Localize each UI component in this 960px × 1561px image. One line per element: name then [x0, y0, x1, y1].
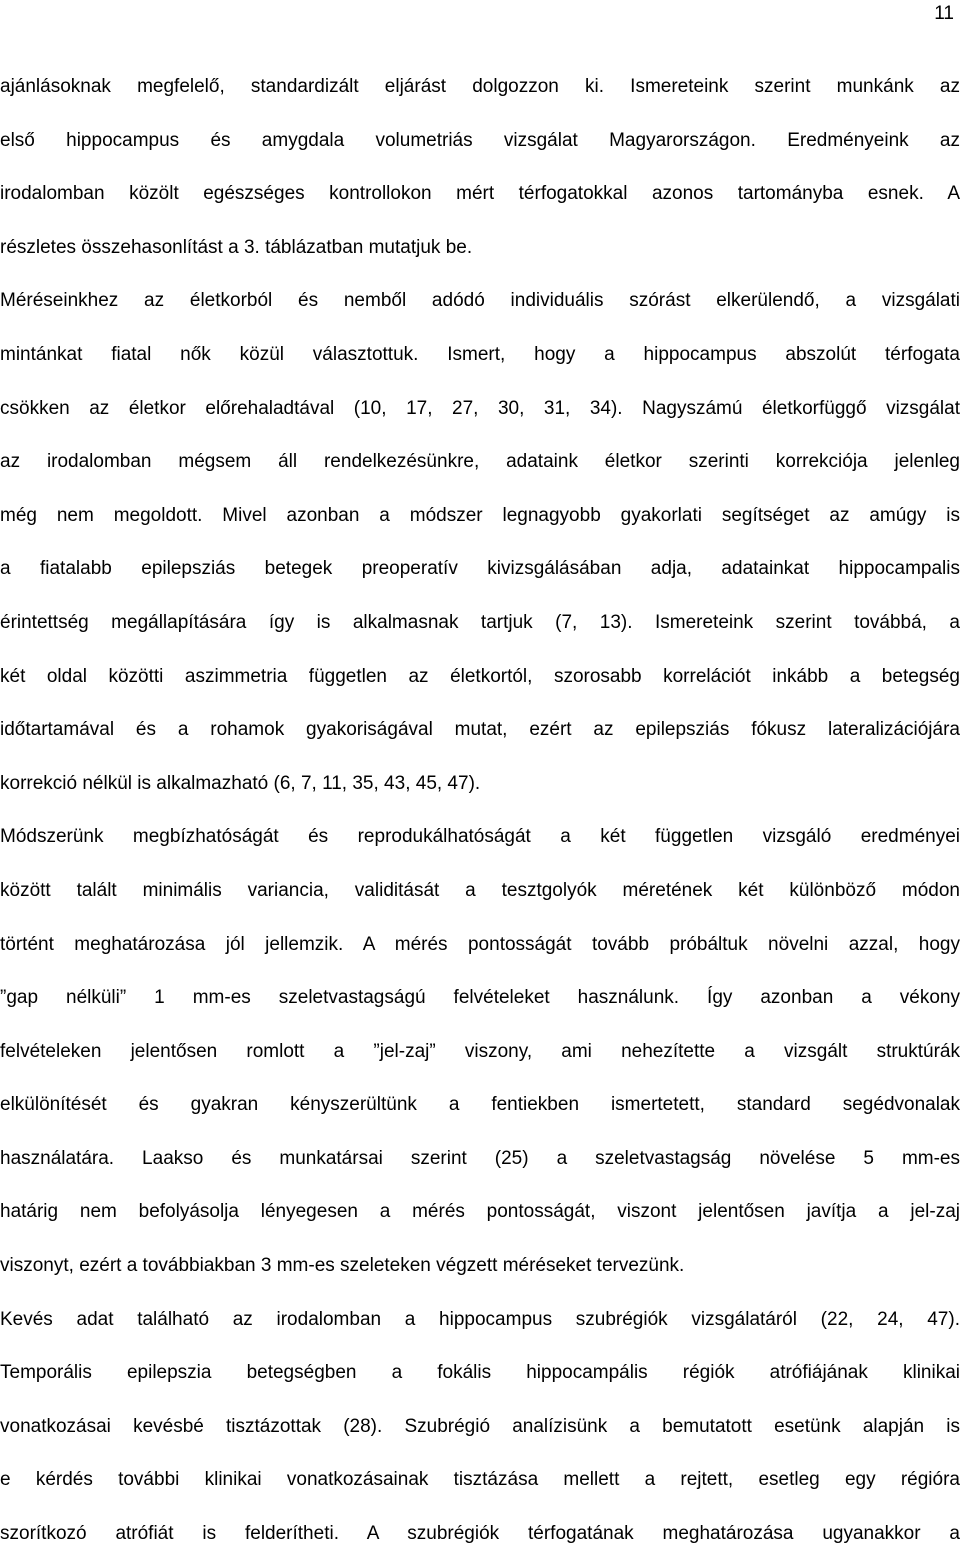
text-line: határig nem befolyásolja lényegesen a mérés pontosságát, viszont jelentősen javítja a jel-zaj	[0, 1201, 960, 1223]
text-line: még nem megoldott. Mivel azonban a módszer legnagyobb gyakorlati segítséget az amúgy is	[0, 504, 960, 526]
text-line: történt meghatározása jól jellemzik. A mérés pontosságát tovább próbáltuk növelni azzal, hogy	[0, 933, 960, 955]
text-line: részletes összehasonlítást a 3. táblázatban mutatjuk be.	[0, 236, 473, 258]
text-line: Méréseinkhez az életkorból és nemből adódó individuális szórást elkerülendő, a vizsgálati	[0, 290, 960, 312]
text-line: használatára. Laakso és munkatársai szerint (25) a szeletvastagság növelése 5 mm-es	[0, 1147, 960, 1169]
text-line: ajánlásoknak megfelelő, standardizált eljárást dolgozzon ki. Ismereteink szerint munkánk az	[0, 76, 960, 97]
text-line: elkülönítését és gyakran kényszerültünk a fentiekben ismertetett, standard segédvonalak	[0, 1094, 960, 1116]
text-line: viszonyt, ezért a továbbiakban 3 mm-es szeleteken végzett méréseket tervezünk.	[0, 1255, 685, 1277]
text-line: Kevés adat található az irodalomban a hippocampus szubrégiók vizsgálatáról (22, 24, 47).	[0, 1308, 960, 1330]
text-line: irodalomban közölt egészséges kontrollokon mért térfogatokkal azonos tartományba esnek. A	[0, 183, 960, 205]
page-number: 11	[934, 3, 954, 24]
text-line: a fiatalabb epilepsziás betegek preoperatív kivizsgálásában adja, adatainkat hippocampalis	[0, 558, 960, 580]
text-line: mintánkat fiatal nők közül választottuk. Ismert, hogy a hippocampus abszolút térfogata	[0, 343, 960, 365]
text-line: Módszerünk megbízhatóságát és reprodukálhatóságát a két független vizsgáló eredményei	[0, 826, 960, 848]
text-line: ”gap nélküli” 1 mm-es szeletvastagságú felvételeket használunk. Így azonban a vékony	[0, 987, 960, 1009]
text-line: első hippocampus és amygdala volumetriás vizsgálat Magyarországon. Eredményeink az	[0, 129, 960, 151]
text-line: szorítkozó atrófiát is felderítheti. A szubrégiók térfogatának meghatározása ugyanakkor a	[0, 1523, 960, 1545]
text-line: e kérdés további klinikai vonatkozásainak tisztázása mellett a rejtett, esetleg egy régióra	[0, 1469, 960, 1491]
text-line: Temporális epilepszia betegségben a fokális hippocampális régiók atrófiájának klinikai	[0, 1362, 960, 1384]
text-line: időtartamával és a rohamok gyakoriságával mutat, ezért az epilepsziás fókusz lateralizációjára	[0, 719, 960, 741]
text-line: felvételeken jelentősen romlott a ”jel-zaj” viszony, ami nehezítette a vizsgált struktúrák	[0, 1040, 960, 1062]
text-line: csökken az életkor előrehaladtával (10, 17, 27, 30, 31, 34). Nagyszámú életkorfüggő vizsgálat	[0, 397, 960, 419]
text-line: vonatkozásai kevésbé tisztázottak (28). Szubrégió analízisünk a bemutatott esetünk alapján is	[0, 1415, 960, 1437]
text-line: között talált minimális variancia, validitását a tesztgolyók méretének két különböző módon	[0, 879, 960, 901]
body-text	[0, 60, 960, 1561]
text-line: érintettség megállapítására így is alkalmasnak tartjuk (7, 13). Ismereteink szerint továbbá, a	[0, 611, 960, 633]
text-line: korrekció nélkül is alkalmazható (6, 7, 11, 35, 43, 45, 47).	[0, 772, 481, 794]
text-line: két oldal közötti aszimmetria független az életkortól, szorosabb korrelációt inkább a betegség	[0, 665, 960, 687]
text-line: az irodalomban mégsem áll rendelkezésünkre, adataink életkor szerinti korrekciója jelenleg	[0, 451, 960, 473]
